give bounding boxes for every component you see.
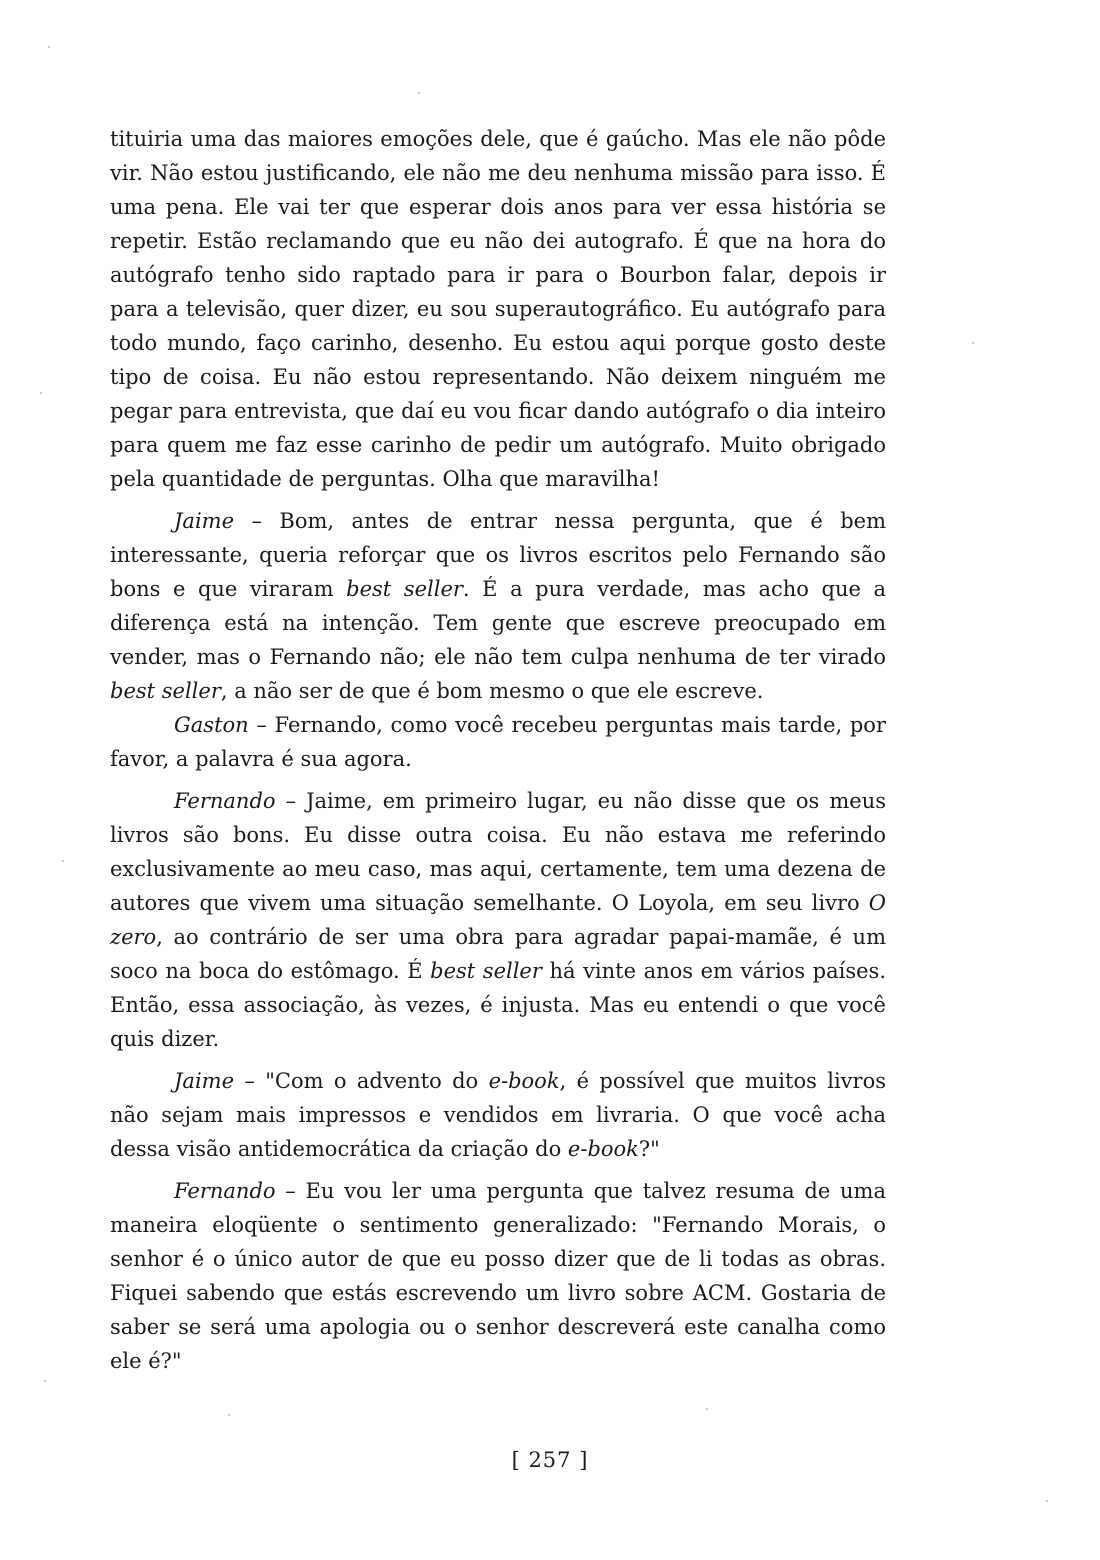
italic-term: best seller (430, 959, 542, 983)
scan-speck (1046, 1500, 1048, 1502)
page-number: [ 257 ] (511, 1448, 589, 1472)
scan-speck (62, 860, 64, 862)
italic-term: best seller (346, 577, 463, 601)
italic-term: best seller (110, 679, 221, 703)
italic-term: e-book (567, 1137, 639, 1161)
scan-speck (228, 1414, 230, 1416)
speaker-name: Jaime (174, 1069, 234, 1093)
text-run: , a não ser de que é bom mesmo o que ele escreve. (220, 679, 764, 703)
speaker-name: Fernando (174, 1179, 276, 1203)
speaker-name: Jaime (174, 509, 234, 533)
scan-speck (44, 1380, 46, 1382)
italic-term: O zero (110, 891, 886, 949)
page-body (110, 122, 886, 1378)
paragraph-gaston (110, 708, 886, 776)
scan-speck (418, 92, 420, 94)
speaker-name: Fernando (174, 789, 276, 813)
text-run: – Fernando, como você recebeu perguntas mais tarde, por favor, a palavra é sua agora. (110, 713, 886, 771)
italic-term: e-book (488, 1069, 560, 1093)
paragraph-continuation (110, 122, 886, 496)
scan-speck (706, 1408, 708, 1410)
text-run: há vinte anos em vários países. Então, essa associação, às vezes, é injusta. Mas eu entendi o que você quis dizer. (110, 959, 886, 1051)
text-run: – Bom, antes de entrar nessa pergunta, que é bem interessante, queria reforçar que os livros escritos pelo Fernando são bons e que viraram (110, 509, 886, 601)
paragraph-jaime-question (110, 1064, 886, 1166)
text-run: – Jaime, em primeiro lugar, eu não disse que os meus livros são bons. Eu disse outra coisa. Eu não estava me referindo exclusivamente ao meu caso, mas aqui, certamente, tem uma dezena de autores que vivem uma situação semelhante. O Loyola, em seu livro (110, 789, 886, 915)
text-run: tituiria uma das maiores emoções dele, que é gaúcho. Mas ele não pôde vir. Não estou justificando, ele não me deu nenhuma missão para isso. É uma pena. Ele vai ter que esperar dois anos para ver essa história se repetir. Estão reclamando que eu não dei autografo. É que na hora do autógrafo tenho sido raptado para ir para o Bourbon falar, depois ir para a televisão, quer dizer, eu sou superautográfico. Eu autógrafo para todo mundo, faço carinho, desenho. Eu estou aqui porque gosto deste tipo de coisa. Eu não estou representando. Não deixem ninguém me pegar para entrevista, que daí eu vou ficar dando autógrafo o dia inteiro para quem me faz esse carinho de pedir um autógrafo. Muito obrigado pela quantidade de perguntas. Olha que maravilha! (110, 127, 886, 491)
text-run: , é possível que muitos livros não sejam mais impressos e vendidos em livraria. O que você acha dessa visão antidemocrática da criação do (110, 1069, 886, 1161)
text-run: , ao contrário de ser uma obra para agradar papai-mamãe, é um soco na boca do estômago. É (110, 925, 886, 983)
paragraph-fernando (110, 784, 886, 1056)
paragraph-jaime (110, 504, 886, 708)
scan-speck (40, 392, 42, 394)
text-run: ?" (638, 1137, 660, 1161)
text-run: – "Com o advento do (234, 1069, 489, 1093)
text-run: . É a pura verdade, mas acho que a diferença está na intenção. Tem gente que escreve preocupado em vender, mas o Fernando não; ele não tem culpa nenhuma de ter virado (110, 577, 887, 669)
scan-speck (972, 342, 974, 344)
speaker-name: Gaston (174, 713, 249, 737)
scan-speck (48, 46, 50, 48)
text-run: – Eu vou ler uma pergunta que talvez resuma de uma maneira eloqüente o sentimento generalizado: "Fernando Morais, o senhor é o único autor de que eu posso dizer que de li todas as obras. Fiquei sabendo que estás escrevendo um livro sobre ACM. Gostaria de saber se será uma apologia ou o senhor descreverá este canalha como ele é?" (110, 1179, 886, 1373)
paragraph-fernando-reading (110, 1174, 886, 1378)
